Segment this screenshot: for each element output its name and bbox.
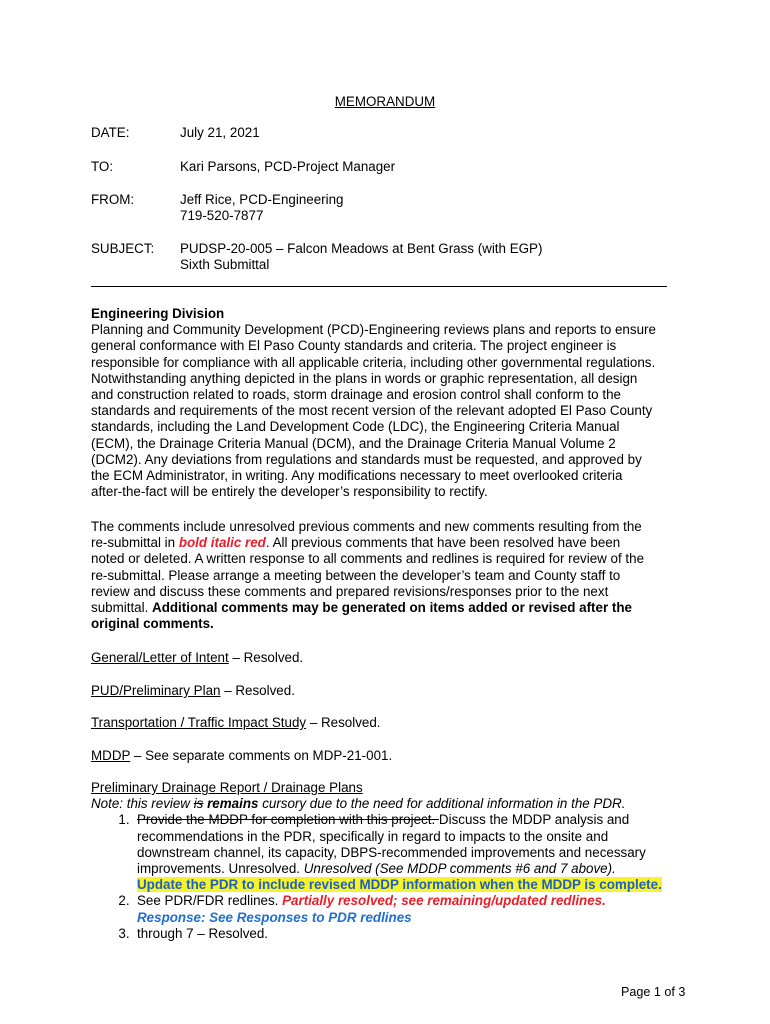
- list-number-text: 3.: [118, 925, 130, 941]
- traffic-status: – Resolved.: [306, 715, 381, 730]
- comments-line: [91, 535, 681, 551]
- memo-title: MEMORANDUM: [334, 94, 436, 109]
- item-text-italic: Unresolved (See MDDP comments #6 and 7 above).: [303, 861, 616, 877]
- note-text: Note: this review: [91, 796, 194, 812]
- from-value-name: Jeff Rice, PCD-Engineering: [180, 192, 344, 207]
- comments-text: submittal.: [91, 600, 153, 616]
- list-number: [91, 812, 137, 828]
- engineering-line: and construction related to roads, storm drainage and erosion control shall conform to the: [91, 387, 621, 403]
- item-text: recommendations in the PDR, specifically in regard to impacts to the onsite and: [137, 828, 609, 844]
- note-strike-text: is: [193, 796, 204, 812]
- header-divider: [91, 286, 667, 287]
- engineering-line: (ECM), the Drainage Criteria Manual (DCM), and the Drainage Criteria Manual Volume 2: [91, 435, 616, 451]
- item-highlight-line: [91, 877, 681, 893]
- engineering-section: [91, 306, 681, 500]
- subject-value-submittal: Sixth Submittal: [180, 257, 270, 272]
- note-bold-text: remains: [203, 796, 259, 812]
- item-text: through 7 – Resolved.: [137, 925, 269, 941]
- highlighted-text: Update the PDR to include revised MDDP information when the MDDP is complete.: [137, 877, 662, 893]
- general-status: – Resolved.: [228, 650, 304, 665]
- comments-line: The comments include unresolved previous comments and new comments resulting from the: [91, 519, 642, 534]
- pud-section: [91, 683, 681, 699]
- subject-label: SUBJECT:: [91, 241, 155, 256]
- mddp-heading: MDDP: [91, 748, 131, 763]
- engineering-heading: Engineering Division: [91, 306, 225, 321]
- list-number-text: 1.: [118, 812, 130, 828]
- engineering-line: Planning and Community Development (PCD)-Engineering reviews plans and reports to ensure: [91, 322, 656, 338]
- strike-text: Provide the MDDP for completion with this project.: [137, 812, 439, 828]
- comments-text: . All previous comments that have been resolved have been: [265, 535, 621, 551]
- engineering-line: the ECM Administrator, in writing. Any modifications necessary to meet overlooked criteria: [91, 468, 623, 484]
- from-label: FROM:: [91, 192, 135, 207]
- item-text: downstream channel, its capacity, DBPS-recommended improvements and necessary: [137, 844, 646, 860]
- bold-italic-red-sample: bold italic red: [178, 535, 266, 551]
- drainage-section: [91, 780, 681, 942]
- list-number: [91, 893, 137, 909]
- comments-text: re-submittal in: [91, 535, 179, 551]
- engineering-line: after-the-fact will be entirely the developer’s responsibility to rectify.: [91, 484, 488, 500]
- engineering-line: Notwithstanding anything depicted in the plans in words or graphic representation, all design: [91, 370, 638, 386]
- comments-section: [91, 519, 681, 632]
- drainage-note: [91, 796, 681, 812]
- engineering-line: general conformance with El Paso County standards and criteria. The project engineer is: [91, 338, 617, 354]
- item-text-plain: improvements. Unresolved.: [137, 861, 304, 877]
- item-text: [91, 861, 681, 877]
- list-item: [91, 893, 681, 909]
- engineering-line: standards and requirements of the most recent version of the relevant adopted El Paso County: [91, 403, 653, 419]
- response-line: [91, 910, 681, 926]
- traffic-section: [91, 715, 681, 731]
- comments-line: review and discuss these comments and prepared revisions/responses prior to the next: [91, 583, 609, 599]
- list-number: [91, 926, 137, 942]
- general-heading: General/Letter of Intent: [91, 650, 229, 665]
- comments-bold-text: Additional comments may be generated on items added or revised after the: [152, 600, 632, 616]
- page-number: Page 1 of 3: [621, 985, 686, 999]
- traffic-heading: Transportation / Traffic Impact Study: [91, 715, 307, 730]
- to-value: Kari Parsons, PCD-Project Manager: [180, 159, 396, 174]
- drainage-heading: Preliminary Drainage Report / Drainage Plans: [91, 780, 363, 795]
- note-text: cursory due to the need for additional information in the PDR.: [258, 796, 626, 812]
- general-section: [91, 650, 681, 666]
- engineering-line: responsible for compliance with all applicable criteria, including other governmental regulations.: [91, 354, 656, 370]
- red-comment-text: Partially resolved; see remaining/updated redlines.: [282, 893, 606, 909]
- comments-line: re-submittal. Please arrange a meeting between the developer’s team and County staff to: [91, 567, 621, 583]
- pud-status: – Resolved.: [220, 683, 295, 698]
- comments-line: original comments.: [91, 616, 214, 632]
- engineering-line: standards, including the Land Development Code (LDC), the Engineering Criteria Manual: [91, 419, 620, 435]
- to-label: TO:: [91, 159, 114, 174]
- mddp-section: [91, 748, 681, 764]
- comments-line: noted or deleted. A written response to all comments and redlines is required for review of the: [91, 551, 645, 567]
- mddp-status: – See separate comments on MDP-21-001.: [130, 748, 393, 763]
- comments-line: [91, 600, 681, 616]
- response-text: Response: See Responses to PDR redlines: [137, 909, 412, 925]
- subject-value-title: PUDSP-20-005 – Falcon Meadows at Bent Grass (with EGP): [180, 241, 543, 256]
- date-label: DATE:: [91, 125, 130, 140]
- from-value-phone: 719-520-7877: [180, 208, 264, 223]
- engineering-line: (DCM2). Any deviations from regulations and standards must be requested, and approved by: [91, 451, 642, 467]
- list-number-text: 2.: [118, 893, 130, 909]
- list-item: [91, 926, 681, 942]
- list-item: [91, 812, 681, 828]
- item-text: Discuss the MDDP analysis and: [438, 812, 630, 828]
- item-text: See PDR/FDR redlines.: [137, 893, 283, 909]
- date-value: July 21, 2021: [180, 125, 260, 140]
- pud-heading: PUD/Preliminary Plan: [91, 683, 221, 698]
